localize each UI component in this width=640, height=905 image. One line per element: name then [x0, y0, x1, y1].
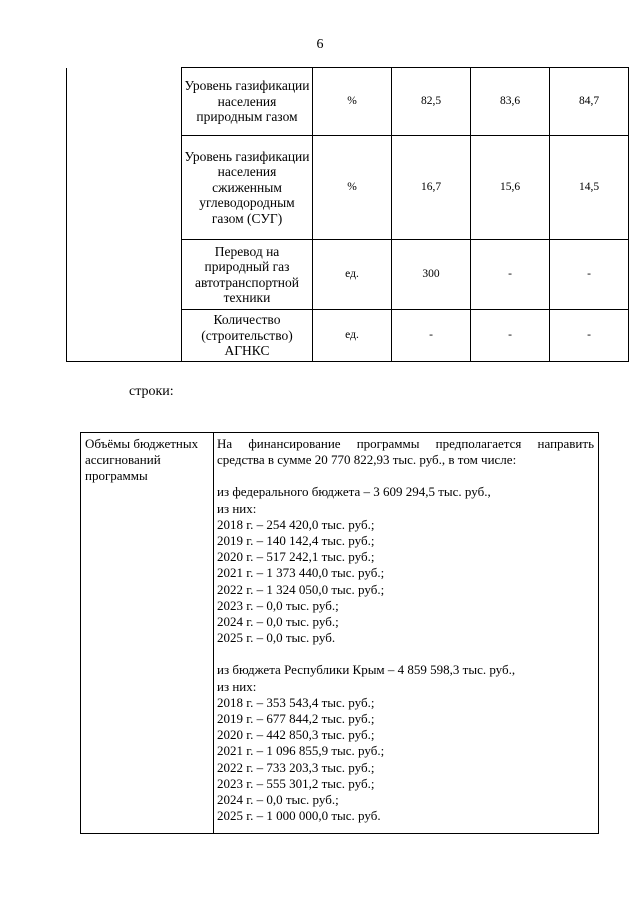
empty-cell [67, 136, 182, 240]
federal-years-list [217, 517, 594, 647]
empty-cell [67, 310, 182, 362]
year-allocation: 2023 г. – 0,0 тыс. руб.; [217, 597, 339, 613]
year-allocation: 2025 г. – 0,0 тыс. руб. [217, 630, 336, 646]
empty-cell [67, 240, 182, 310]
indicator-value: - [471, 240, 550, 310]
indicator-value: 82,5 [392, 68, 471, 136]
year-allocation: 2024 г. – 0,0 тыс. руб.; [217, 614, 339, 630]
indicator-row [67, 240, 629, 310]
year-allocation: 2018 г. – 254 420,0 тыс. руб.; [217, 516, 375, 532]
indicator-value: 84,7 [550, 68, 629, 136]
budget-table [80, 432, 599, 834]
year-allocation: 2021 г. – 1 373 440,0 тыс. руб.; [217, 565, 385, 581]
lines-label: строки: [129, 384, 174, 399]
indicator-name: Уровень газификации населения сжиженным углеводородным газом (СУГ) [182, 136, 313, 240]
crimea-budget-sub: из них: [217, 678, 257, 694]
crimea-years-list [217, 695, 594, 825]
federal-budget-title: из федерального бюджета – 3 609 294,5 тыс. руб., [217, 484, 491, 500]
crimea-budget-title: из бюджета Республики Крым – 4 859 598,3 тыс. руб., [217, 662, 516, 678]
indicator-row [67, 310, 629, 362]
indicator-value: - [550, 240, 629, 310]
year-allocation: 2022 г. – 1 324 050,0 тыс. руб.; [217, 581, 385, 597]
indicator-value: - [392, 310, 471, 362]
indicator-name: Количество (строительство) АГНКС [182, 310, 313, 362]
indicator-value: 300 [392, 240, 471, 310]
federal-budget-sub: из них: [217, 500, 257, 516]
indicator-name: Уровень газификации населения природным газом [182, 68, 313, 136]
indicator-value: 16,7 [392, 136, 471, 240]
budget-content [214, 433, 598, 824]
indicator-unit: % [313, 136, 392, 240]
year-allocation: 2019 г. – 677 844,2 тыс. руб.; [217, 711, 375, 727]
indicator-value: 14,5 [550, 136, 629, 240]
indicator-value: - [550, 310, 629, 362]
indicator-value: - [471, 310, 550, 362]
budget-label: Объёмы бюджетных ассигнований программы [81, 433, 214, 833]
indicator-row [67, 68, 629, 136]
indicator-value: 15,6 [471, 136, 550, 240]
indicator-row [67, 136, 629, 240]
indicator-unit: ед. [313, 310, 392, 362]
year-allocation: 2021 г. – 1 096 855,9 тыс. руб.; [217, 743, 385, 759]
year-allocation: 2024 г. – 0,0 тыс. руб.; [217, 792, 339, 808]
budget-intro-line1: На финансирование программы предполагается направить [217, 436, 594, 451]
indicator-unit: ед. [313, 240, 392, 310]
indicator-value: 83,6 [471, 68, 550, 136]
page-number: 6 [316, 37, 324, 52]
indicator-name: Перевод на природный газ автотранспортной техники [182, 240, 313, 310]
year-allocation: 2019 г. – 140 142,4 тыс. руб.; [217, 533, 375, 549]
year-allocation: 2023 г. – 555 301,2 тыс. руб.; [217, 775, 375, 791]
empty-cell [67, 68, 182, 136]
year-allocation: 2022 г. – 733 203,3 тыс. руб.; [217, 759, 375, 775]
year-allocation: 2025 г. – 1 000 000,0 тыс. руб. [217, 808, 381, 824]
year-allocation: 2018 г. – 353 543,4 тыс. руб.; [217, 694, 375, 710]
indicator-unit: % [313, 68, 392, 136]
year-allocation: 2020 г. – 442 850,3 тыс. руб.; [217, 727, 375, 743]
indicators-table [66, 67, 629, 362]
year-allocation: 2020 г. – 517 242,1 тыс. руб.; [217, 549, 375, 565]
budget-intro-line2: средства в сумме 20 770 822,93 тыс. руб., в том числе: [217, 452, 517, 468]
